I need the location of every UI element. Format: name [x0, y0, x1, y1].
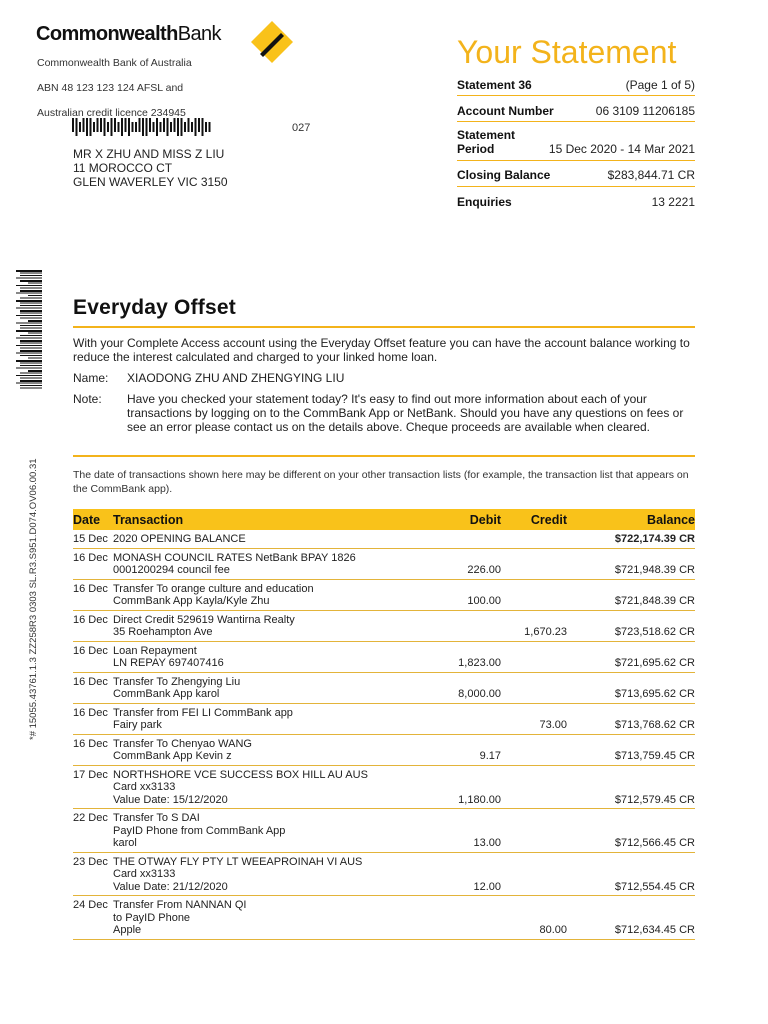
transaction-balance: $721,695.62 CR: [614, 657, 695, 669]
statement-title: Your Statement: [457, 34, 677, 70]
transaction-description: [113, 583, 433, 608]
transaction-date: 22 Dec: [73, 812, 108, 824]
table-row: [73, 766, 695, 810]
bank-logo-icon: [250, 20, 294, 64]
transaction-balance: $713,768.62 CR: [614, 719, 695, 731]
address-line: GLEN WAVERLEY VIC 3150: [73, 175, 228, 189]
transaction-description: [113, 552, 433, 577]
mailing-address: [73, 147, 228, 189]
transaction-balance: $713,695.62 CR: [614, 688, 695, 700]
transaction-date: 16 Dec: [73, 582, 108, 595]
table-row: [73, 530, 695, 549]
table-row: [73, 704, 695, 735]
table-body: [73, 530, 695, 940]
account-intro: [73, 336, 695, 434]
closing-balance-row: Closing Balance $283,844.71 CR: [457, 161, 695, 187]
transaction-date: 16 Dec: [73, 644, 108, 657]
address-line: MR X ZHU AND MISS Z LIU: [73, 147, 225, 161]
header-balance: Balance: [647, 512, 695, 527]
postal-barcode: [72, 118, 214, 136]
account-type-title: Everyday Offset: [73, 296, 236, 319]
transaction-date: 16 Dec: [73, 551, 108, 564]
table-row: [73, 611, 695, 642]
transaction-date: 17 Dec: [73, 768, 108, 781]
vertical-barcode: [16, 270, 42, 392]
statement-number-row: Statement 36 (Page 1 of 5): [457, 74, 695, 96]
description-line: Direct Credit 529619 Wantirna Realty: [113, 613, 295, 626]
transaction-debit: 100.00: [467, 595, 501, 607]
bank-logo-wordmark: CommonwealthBank: [36, 23, 221, 45]
account-note: Note: Have you checked your statement today? It's easy to find out more information about each of your transactions by logging on to the CommBank App or NetBank. Should you have any questions on fees or see an error please contact us on the details above. Cheque proceeds are available when cleared.: [73, 392, 684, 434]
transaction-balance: $721,948.39 CR: [614, 564, 695, 576]
description-line: MONASH COUNCIL RATES NetBank BPAY 1826: [113, 551, 356, 564]
header-transaction: Transaction: [113, 512, 184, 527]
description-line: LN REPAY 697407416: [113, 657, 224, 669]
transaction-debit: 226.00: [467, 564, 501, 576]
table-row: [73, 853, 695, 897]
transaction-balance: $712,566.45 CR: [614, 837, 695, 849]
account-name: Name: XIAODONG ZHU AND ZHENGYING LIU: [73, 371, 345, 385]
description-line: Transfer To Chenyao WANG: [113, 737, 252, 750]
transaction-credit: 80.00: [539, 924, 567, 936]
transaction-balance: $721,848.39 CR: [614, 595, 695, 607]
statement-summary: [457, 74, 695, 213]
transaction-balance: $723,518.62 CR: [614, 626, 695, 638]
table-row: [73, 896, 695, 940]
description-line: Transfer To S DAI: [113, 812, 200, 824]
transactions-table: [73, 509, 695, 940]
description-line: Transfer from FEI LI CommBank app: [113, 706, 293, 719]
description-line: Loan Repayment: [113, 644, 197, 657]
transaction-description: [113, 533, 433, 546]
header-credit: Credit: [530, 512, 567, 527]
description-line: Fairy park: [113, 719, 162, 731]
description-line: Value Date: 15/12/2020: [113, 793, 228, 806]
transaction-balance: $712,579.45 CR: [614, 793, 695, 806]
description-line: THE OTWAY FLY PTY LT WEEAPROINAH VI AUS: [113, 855, 363, 868]
table-row: [73, 809, 695, 853]
table-row: [73, 642, 695, 673]
transaction-balance: $722,174.39 CR: [614, 533, 695, 545]
description-line: CommBank App Kayla/Kyle Zhu: [113, 595, 270, 607]
transaction-date: 15 Dec: [73, 533, 108, 545]
bank-details: Commonwealth Bank of Australia ABN 48 123 123 124 AFSL and Australian credit licence 234945: [37, 56, 192, 119]
header-date: Date: [73, 512, 101, 527]
mail-sort-code: 027: [292, 122, 311, 134]
transaction-balance: $712,554.45 CR: [614, 880, 695, 893]
description-line: Transfer From NANNAN QI: [113, 899, 247, 911]
table-header: [73, 509, 695, 530]
table-row: [73, 673, 695, 704]
transaction-date: 16 Dec: [73, 675, 108, 688]
transaction-debit: 13.00: [473, 837, 501, 849]
transaction-date: 23 Dec: [73, 855, 108, 868]
table-row: [73, 549, 695, 580]
transaction-description: [113, 707, 433, 732]
account-number-row: Account Number 06 3109 11206185: [457, 96, 695, 122]
description-line: CommBank App karol: [113, 688, 220, 700]
description-line: 2020 OPENING BALANCE: [113, 533, 246, 545]
transaction-credit: 1,670.23: [524, 626, 567, 638]
transaction-description: [113, 899, 433, 937]
transaction-debit: 1,823.00: [458, 657, 501, 669]
description-line: Card xx3133: [113, 868, 176, 880]
statement-period-row: Statement Period 15 Dec 2020 - 14 Mar 2021: [457, 122, 695, 161]
transaction-description: [113, 676, 433, 701]
transaction-debit: 9.17: [479, 750, 501, 762]
transaction-description: [113, 769, 433, 807]
description-line: 35 Roehampton Ave: [113, 626, 213, 638]
section-divider: [73, 326, 695, 328]
description-line: Card xx3133: [113, 781, 176, 793]
description-line: CommBank App Kevin z: [113, 750, 232, 762]
transaction-debit: 12.00: [473, 880, 501, 893]
transaction-description: [113, 645, 433, 670]
header-debit: Debit: [469, 512, 501, 527]
transaction-date-disclaimer: The date of transactions shown here may be different on your other transaction lists (for example, the transaction list that appears on the CommBank app).: [73, 469, 689, 495]
transaction-balance: $712,634.45 CR: [614, 924, 695, 936]
address-line: 11 MOROCCO CT: [73, 161, 173, 175]
table-row: [73, 580, 695, 611]
transaction-credit: 73.00: [539, 719, 567, 731]
transaction-debit: 8,000.00: [458, 688, 501, 700]
description-line: Apple: [113, 924, 142, 936]
description-line: to PayID Phone: [113, 911, 191, 924]
description-line: Value Date: 21/12/2020: [113, 880, 228, 893]
description-line: karol: [113, 837, 137, 849]
transaction-date: 24 Dec: [73, 899, 108, 911]
transaction-description: [113, 812, 433, 850]
description-line: NORTHSHORE VCE SUCCESS BOX HILL AU AUS: [113, 768, 368, 781]
transaction-debit: 1,180.00: [458, 793, 501, 806]
enquiries-row: Enquiries 13 2221: [457, 195, 695, 209]
transaction-description: [113, 856, 433, 894]
transaction-description: [113, 614, 433, 639]
transaction-date: 16 Dec: [73, 737, 108, 750]
transaction-date: 16 Dec: [73, 706, 108, 719]
document-tracking-code: *# 15055.43761.1.3 ZZ258R3 0303 SL.R3.S951.D074.OV06.00.31: [28, 458, 39, 740]
note-divider: [73, 455, 695, 457]
intro-text: With your Complete Access account using the Everyday Offset feature you can have the account balance working to reduce the interest calculated and charged to your linked home loan.: [73, 336, 690, 364]
description-line: 0001200294 council fee: [113, 564, 230, 576]
description-line: PayID Phone from CommBank App: [113, 824, 286, 837]
transaction-description: [113, 738, 433, 763]
description-line: Transfer To Zhengying Liu: [113, 675, 241, 688]
table-row: [73, 735, 695, 766]
transaction-date: 16 Dec: [73, 613, 108, 626]
description-line: Transfer To orange culture and education: [113, 582, 314, 595]
transaction-balance: $713,759.45 CR: [614, 750, 695, 762]
